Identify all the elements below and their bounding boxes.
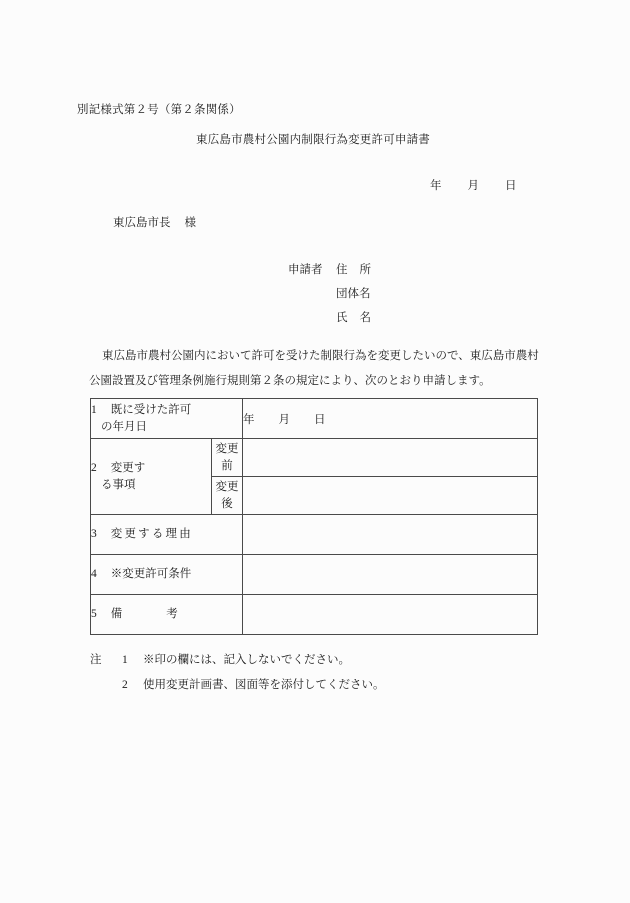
- applicant-lead-label: 申請者: [288, 264, 323, 276]
- notes-tag: 注: [90, 654, 102, 666]
- form-number: 別記様式第２号（第２条関係）: [77, 104, 241, 116]
- row4-number: 4: [91, 568, 97, 580]
- applicant-organization-label: 団体名: [336, 288, 371, 300]
- notes-block: [90, 648, 385, 698]
- row5-number: 5: [91, 608, 97, 620]
- applicant-address-label-b: 所: [359, 264, 371, 276]
- row5-value-cell[interactable]: [243, 595, 538, 635]
- row2-label-cell: [91, 439, 212, 515]
- body-line-2: 公園設置及び管理条例施行規則第２条の規定により、次のとおり申請します。: [89, 375, 491, 387]
- row2-value-before[interactable]: [243, 439, 538, 477]
- row2-number: 2: [91, 461, 97, 474]
- note-item-2: [90, 673, 385, 698]
- applicant-name-label-b: 名: [359, 312, 371, 324]
- row4-label: ※変更許可条件: [110, 568, 192, 580]
- addressee-name: 東広島市長: [113, 217, 171, 229]
- applicant-organization-row: [288, 282, 371, 306]
- row2-sub-after-label: 変更後: [212, 477, 243, 515]
- row1-year-label: 年: [243, 413, 255, 426]
- note-2-number: 2: [122, 679, 128, 691]
- row1-value-cell[interactable]: [243, 399, 538, 439]
- applicant-address-row: [288, 258, 371, 282]
- applicant-address-label-a: 住: [336, 264, 348, 276]
- applicant-name-label-a: 氏: [336, 312, 348, 324]
- row1-label-line1: 既に受けた許可: [110, 403, 192, 416]
- table-row-permit-date: [91, 399, 538, 439]
- row5-label-cell: [91, 595, 243, 635]
- row1-day-label: 日: [314, 413, 326, 426]
- table-row-conditions: [91, 555, 538, 595]
- table-row-reason: [91, 515, 538, 555]
- note-item-1: [90, 648, 385, 673]
- row2-sub-before-label: 変更前: [212, 439, 243, 477]
- row3-number: 3: [91, 528, 97, 540]
- body-paragraph: [89, 344, 541, 394]
- applicant-block: [288, 258, 371, 330]
- date-day-label: 日: [505, 180, 517, 192]
- row4-label-cell: [91, 555, 243, 595]
- table-row-remarks: [91, 595, 538, 635]
- application-table: [90, 398, 538, 635]
- note-1-number: 1: [122, 654, 128, 666]
- row2-label-line1: 変更す: [110, 461, 146, 474]
- row1-number: 1: [91, 403, 97, 416]
- row4-value-cell[interactable]: [243, 555, 538, 595]
- applicant-name-row: [288, 306, 371, 330]
- body-line-1: 東広島市農村公園内において許可を受けた制限行為を変更したいので、東広島市農村: [102, 350, 539, 362]
- document-title: 東広島市農村公園内制限行為変更許可申請書: [196, 134, 430, 146]
- row5-label-b: 考: [166, 608, 178, 620]
- row3-label: 変更する理由: [110, 528, 193, 540]
- row1-label-line2: の年月日: [101, 420, 147, 433]
- addressee: [113, 214, 196, 230]
- date-year-label: 年: [430, 180, 442, 192]
- row5-label-a: 備: [110, 608, 123, 620]
- table-row-change-before: [91, 439, 538, 477]
- row3-value-cell[interactable]: [243, 515, 538, 555]
- row3-label-cell: [91, 515, 243, 555]
- note-1-text: ※印の欄には、記入しないでください。: [143, 654, 350, 666]
- date-line: [430, 177, 517, 193]
- addressee-honorific: 様: [184, 217, 196, 229]
- date-month-label: 月: [467, 180, 479, 192]
- row1-month-label: 月: [278, 413, 290, 426]
- row2-value-after[interactable]: [243, 477, 538, 515]
- row2-label-line2: る事項: [101, 478, 136, 491]
- note-2-text: 使用変更計画書、図面等を添付してください。: [143, 679, 385, 691]
- row1-label-cell: [91, 399, 243, 439]
